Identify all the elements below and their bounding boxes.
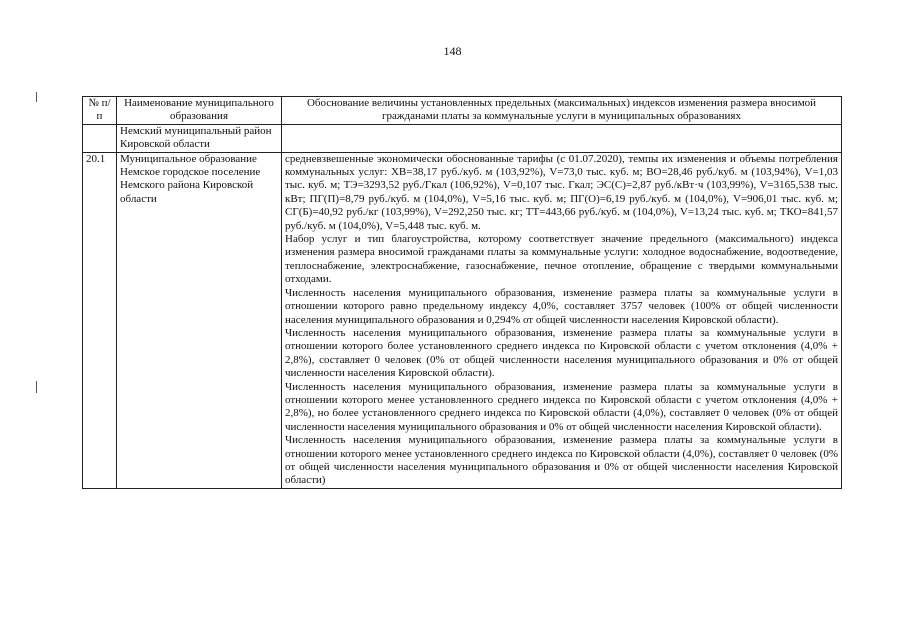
- district-name: Немский муниципальный район Кировской области: [117, 124, 282, 152]
- paragraph-tariffs: средневзвешенные экономически обоснованные тарифы (с 01.07.2020), темпы их изменения и объемы потребления коммунальных услуг: ХВ=38,17 руб./куб. м (103,92%), V=73,0 тыс. куб. м; ВО=28,46 руб./куб. м (103,94%), V=1,03 тыс. куб. м; ТЭ=3293,52 руб./Гкал (106,92%), V=0,107 тыс. Гкал; ЭС(С)=2,87 руб./кВт·ч (103,99%), V=3165,538 тыс. кВт; ПГ(П)=8,79 руб./куб. м (104,0%), V=5,16 тыс. куб. м; ПГ(О)=6,19 руб./куб. м (104,0%), V=906,01 тыс. куб. м; СГ(Б)=40,92 руб./кг (103,99%), V=292,250 тыс. кг; ТТ=443,66 руб./куб. м (104,0%), V=13,24 тыс. куб. м; ТКО=841,57 руб./куб. м (104,0%), V=5,448 тыс. куб. м.: [285, 152, 838, 232]
- table-row: [83, 152, 842, 488]
- header-number: № п/п: [83, 97, 117, 125]
- header-justification: Обоснование величины установленных предельных (максимальных) индексов изменения размера вносимой гражданами платы за коммунальные услуги в муниципальных образованиях: [282, 97, 842, 125]
- tariff-table: [82, 96, 842, 489]
- entry-municipality: Муниципальное образование Немское городское поселение Немского района Кировской области: [117, 152, 282, 488]
- table-header-row: [83, 97, 842, 125]
- page-number: 148: [443, 44, 462, 58]
- entry-number: 20.1: [83, 152, 117, 488]
- header-municipality: Наименование муниципального образования: [117, 97, 282, 125]
- district-row: [83, 124, 842, 152]
- paragraph-population-above: Численность населения муниципального образования, изменение размера платы за коммунальные услуги в отношении которого более установленного среднего индекса по Кировской области с учетом отклонения (4,0% + 2,8%), составляет 0 человек (0% от общей численности населения муниципального образования и 0% от общей численности населения Кировской области).: [285, 326, 838, 380]
- margin-mark-bottom: [36, 381, 37, 393]
- paragraph-services: Набор услуг и тип благоустройства, которому соответствует значение предельного (максимального) индекса изменения размера вносимой гражданами платы за коммунальные услуги: холодное водоснабжение, водоотведение, теплоснабжение, электроснабжение, газоснабжение, печное отопление, обращение с твердыми коммунальными отходами.: [285, 233, 838, 286]
- margin-mark-top: [36, 92, 37, 102]
- paragraph-population-equal: Численность населения муниципального образования, изменение размера платы за коммунальные услуги в отношении которого равно предельному индексу 4,0%, составляет 3757 человек (100% от общей численности населения муниципального образования и 0,294% от общей численности населения Кировской области).: [285, 286, 838, 326]
- entry-justification: [282, 152, 842, 488]
- paragraph-population-below: Численность населения муниципального образования, изменение размера платы за коммунальные услуги в отношении которого менее установленного среднего индекса по Кировской области (4,0%), составляет 0 человек (0% от общей численности населения муниципального образования и 0% от общей численности населения Кировской области): [285, 434, 838, 487]
- paragraph-population-between: Численность населения муниципального образования, изменение размера платы за коммунальные услуги в отношении которого менее установленного среднего индекса по Кировской области с учетом отклонения (4,0% + 2,8%), но более установленного среднего индекса по Кировской области (4,0%), составляет 0 человек (0% от общей численности населения муниципального образования и 0% от общей численности населения Кировской области).: [285, 380, 838, 433]
